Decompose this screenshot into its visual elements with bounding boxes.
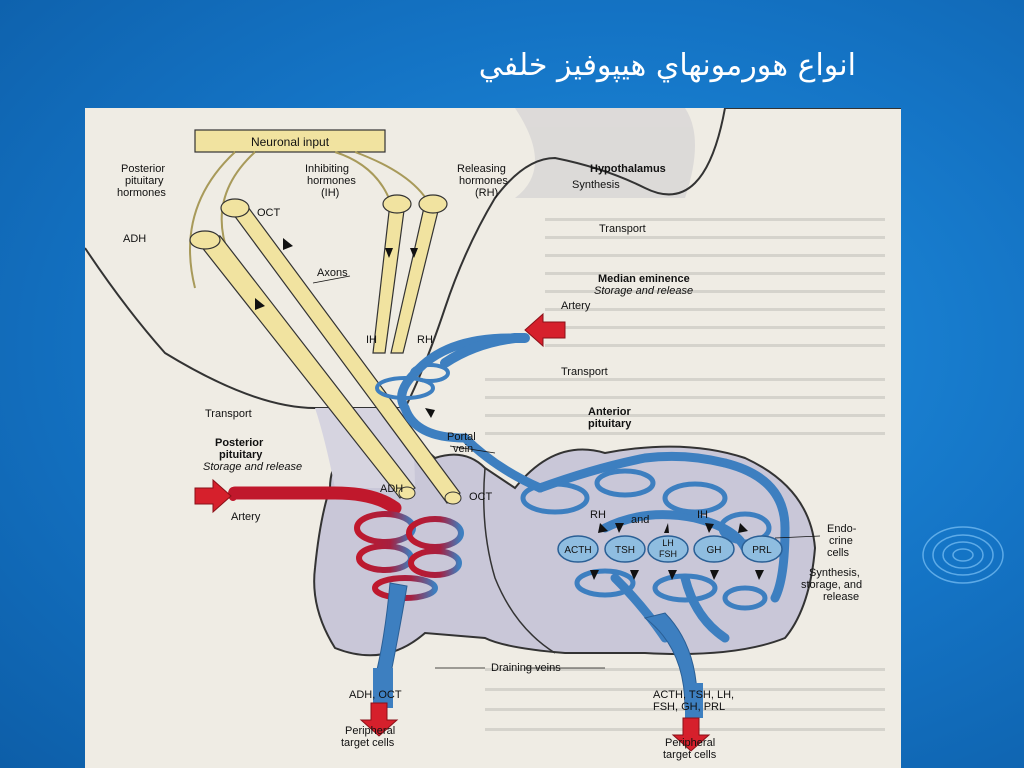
anterior-output-label-2: FSH, GH, PRL	[653, 701, 726, 713]
rh-label: RH	[417, 334, 433, 346]
anterior-pituitary-label-2: pituitary	[588, 418, 632, 430]
hormone-cell-label: TSH	[615, 545, 635, 556]
inhibiting-hormones-label-3: (IH)	[321, 187, 340, 199]
hormone-cells	[558, 536, 782, 562]
releasing-hormones-label-2: hormones	[459, 175, 508, 187]
artery-left-label: Artery	[231, 511, 261, 523]
endocrine-cells-label-1: Endo-	[827, 523, 857, 535]
anterior-output-label-1: ACTH, TSH, LH,	[653, 689, 735, 701]
posterior-pituitary-label-1: Posterior	[215, 437, 264, 449]
adh-top-label: ADH	[123, 233, 147, 245]
endocrine-cells-label-2: crine	[829, 535, 853, 547]
slide-title: انواع هورمونهاي هيپوفيز خلفي	[478, 48, 856, 83]
median-eminence-label: Median eminence	[598, 273, 690, 285]
transport-mid-label: Transport	[561, 366, 608, 378]
hormone-cell-label: ACTH	[564, 545, 592, 556]
hormone-cell-label: GH	[706, 545, 722, 556]
posterior-pituitary-hormones-label-1: Posterior	[121, 163, 166, 175]
portal-vein-label-1: Portal	[447, 431, 476, 443]
axons-label: Axons	[317, 267, 348, 279]
hormone-cell-label: PRL	[752, 545, 772, 556]
hormone-cell-label-lh: LH	[662, 538, 674, 548]
posterior-vein-outlet	[373, 668, 393, 708]
transport-left-label: Transport	[205, 408, 252, 420]
water-ripple-decoration	[918, 520, 1008, 590]
peripheral-target-left-label-1: Peripheral	[345, 725, 396, 737]
releasing-hormones-label-1: Releasing	[457, 163, 506, 175]
inhibiting-hormones-label-1: Inhibiting	[305, 163, 350, 175]
transport-top-label: Transport	[599, 223, 646, 235]
peripheral-target-right-label-2: target cells	[663, 749, 717, 761]
synthesis-storage-release-label-1: Synthesis,	[809, 567, 860, 579]
neuronal-input-label: Neuronal input	[250, 135, 330, 149]
ih-cells-label: IH	[697, 509, 708, 521]
adh-oct-output-label: ADH, OCT	[349, 689, 402, 701]
hormone-cell-label-fsh: FSH	[659, 549, 677, 559]
synthesis-storage-release-label-2: storage, and	[801, 579, 863, 591]
posterior-pituitary-label-2: pituitary	[219, 449, 263, 461]
artery-top-label: Artery	[561, 300, 591, 312]
synthesis-label: Synthesis	[572, 179, 620, 191]
peripheral-target-left-label-2: target cells	[341, 737, 395, 749]
storage-release-pp-label: Storage and release	[203, 461, 303, 473]
draining-veins-label: Draining veins	[491, 662, 561, 674]
endocrine-cells-label-3: cells	[827, 547, 850, 559]
portal-vein-label-2: vein	[453, 443, 474, 455]
posterior-pituitary-hormones-label-3: hormones	[117, 187, 166, 199]
ih-label: IH	[366, 334, 377, 346]
anterior-pituitary-label-1: Anterior	[588, 406, 631, 418]
posterior-pituitary-hormones-label-2: pituitary	[125, 175, 164, 187]
inhibiting-hormones-label-2: hormones	[307, 175, 356, 187]
and-label: and	[631, 514, 650, 526]
synthesis-storage-release-label-3: release	[823, 591, 860, 603]
oct-bottom-label: OCT	[469, 491, 493, 503]
peripheral-target-right-label-1: Peripheral	[665, 737, 716, 749]
pituitary-diagram	[85, 108, 901, 768]
hypothalamus-label: Hypothalamus	[590, 163, 666, 175]
oct-top-label: OCT	[257, 207, 281, 219]
adh-bottom-label: ADH	[380, 483, 404, 495]
releasing-hormones-label-3: (RH)	[475, 187, 499, 199]
rh-cells-label: RH	[590, 509, 606, 521]
storage-release-me-label: Storage and release	[594, 285, 694, 297]
